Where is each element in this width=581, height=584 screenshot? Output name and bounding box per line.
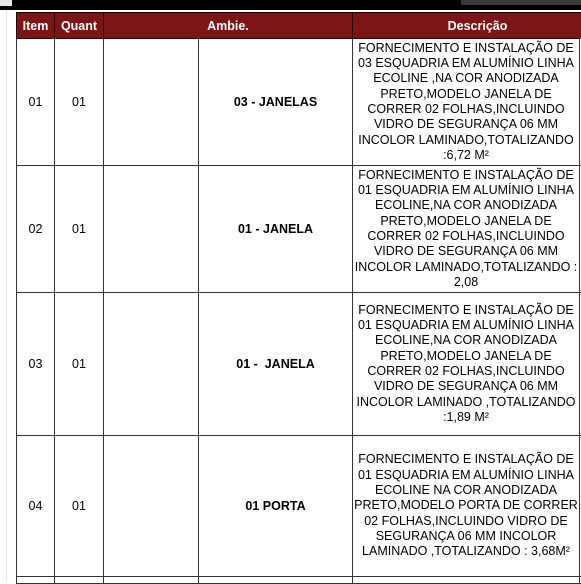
toolbar-shade bbox=[461, 0, 581, 5]
table-row bbox=[17, 436, 581, 577]
cell-quant: 01 bbox=[55, 39, 104, 166]
cell-partial bbox=[17, 577, 55, 584]
cell-quant: 01 bbox=[55, 436, 104, 577]
cell-ambiente: 01 - JANELA bbox=[199, 166, 353, 293]
header-ambiente: Ambie. bbox=[104, 13, 353, 39]
cell-ambiente: 01 PORTA bbox=[199, 436, 353, 577]
header-item: Item bbox=[17, 13, 55, 39]
cell-descricao: FORNECIMENTO E INSTALAÇÃO DE 03 ESQUADRIA EM ALUMÍNIO LINHA ECOLINE ,NA COR ANODIZADA PRETO,MODELO JANELA DE CORRER 02 FOLHAS,INCLUINDO VIDRO DE SEGURANÇA 06 MM INCOLOR LAMINADO,TOTALIZANDO :6,72 M² bbox=[353, 39, 580, 166]
table-header-row bbox=[17, 13, 581, 39]
table-row bbox=[17, 293, 581, 436]
cell-blank bbox=[104, 293, 199, 436]
cell-blank bbox=[104, 166, 199, 293]
cell-quant: 01 bbox=[55, 293, 104, 436]
cell-partial bbox=[55, 577, 104, 584]
cell-blank bbox=[104, 436, 199, 577]
header-descricao: Descrição bbox=[353, 13, 581, 39]
cell-descricao: FORNECIMENTO E INSTALAÇÃO DE 01 ESQUADRIA EM ALUMÍNIO LINHA ECOLINE,NA COR ANODIZADA PRETO,MODELO JANELA DE CORRER 02 FOLHAS,INCLUINDO VIDRO DE SEGURANÇA 06 MM INCOLOR LAMINADO,TOTALIZANDO : 2,08 bbox=[353, 166, 580, 293]
cell-item: 03 bbox=[17, 293, 55, 436]
cell-item: 01 bbox=[17, 39, 55, 166]
table-row-partial bbox=[17, 577, 581, 584]
toolbar-edge bbox=[0, 0, 12, 6]
cell-partial bbox=[104, 577, 199, 584]
cell-descricao: FORNECIMENTO E INSTALAÇÃO DE 01 ESQUADRIA EM ALUMÍNIO LINHA ECOLINE NA COR ANODIZADA PRETO,MODELO PORTA DE CORRER 02 FOLHAS,INCLUINDO VIDRO DE SEGURANÇA 06 MM INCOLOR LAMINADO ,TOTALIZANDO : 3,68M² bbox=[353, 436, 580, 577]
cell-ambiente: 01 - JANELA bbox=[199, 293, 353, 436]
cell-item: 02 bbox=[17, 166, 55, 293]
quote-table bbox=[16, 12, 581, 584]
cell-ambiente: 03 - JANELAS bbox=[199, 39, 353, 166]
cell-partial bbox=[353, 577, 580, 584]
table-row bbox=[17, 39, 581, 166]
cell-quant: 01 bbox=[55, 166, 104, 293]
cell-partial bbox=[199, 577, 353, 584]
page-margin-line bbox=[6, 10, 7, 581]
table-row bbox=[17, 166, 581, 293]
cell-descricao: FORNECIMENTO E INSTALAÇÃO DE 01 ESQUADRIA EM ALUMÍNIO LINHA ECOLINE,NA COR ANODIZADA PRETO,MODELO JANELA DE CORRER 02 FOLHAS,INCLUINDO VIDRO DE SEGURANÇA 06 MM INCOLOR LAMINADO ,TOTALIZANDO :1,89 M² bbox=[353, 293, 580, 436]
cell-blank bbox=[104, 39, 199, 166]
top-toolbar-strip bbox=[0, 0, 581, 10]
cell-item: 04 bbox=[17, 436, 55, 577]
header-quant: Quant bbox=[55, 13, 104, 39]
